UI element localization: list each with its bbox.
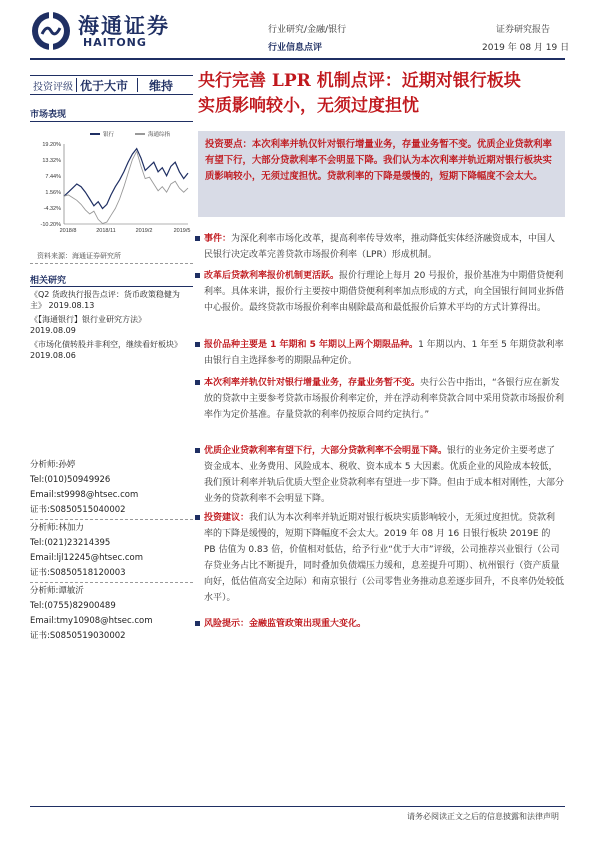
rating-bar: [30, 75, 193, 95]
investment-summary: [198, 131, 565, 217]
y-tick-label: 1.56%: [45, 190, 61, 196]
market-divider: [30, 121, 193, 122]
analyst-tel: Tel:(021)23214395: [30, 538, 111, 548]
related-item-title[interactable]: 《市场化债转股并非利空，继续看好板块》: [30, 340, 182, 349]
bullet-body: 报价行理论上每月 20 号报价，报价基准为中期借贷便利利率。具体来讲，报价行主要按中期借贷便利利率加点形成的方式，向全国银行间同业拆借中心报价。最终贷款市场报价利率由剔除最高和最低报价后算术平均的方式计算得出。: [204, 271, 565, 313]
market-chart: [30, 126, 193, 238]
rating-action: 维持: [149, 78, 174, 93]
bullet-event: [204, 231, 564, 263]
bullet-square-icon: [195, 273, 200, 278]
market-heading: 市场表现: [30, 110, 67, 120]
related-item-title[interactable]: 《Q2 货政执行报告点评：货币政策稳健为主》: [30, 290, 180, 310]
header-divider: [30, 58, 565, 60]
bullet-lead: 改革后贷款利率报价机制更活跃。: [204, 271, 340, 281]
analyst-tel: Tel:(0755)82900489: [30, 601, 116, 611]
x-tick-label: 2019/2: [135, 228, 153, 234]
bullet-mechanism: [204, 268, 564, 316]
bullet-square-icon: [195, 380, 200, 385]
logo-wordmark-en: HAITONG: [83, 36, 147, 49]
legend-label: 海通综指: [148, 132, 171, 138]
bullet-incremental: [204, 375, 564, 423]
bullet-recommendation: [204, 510, 564, 606]
analyst-name: 分析师:林加力: [30, 523, 84, 533]
report-title: [198, 69, 568, 119]
x-tick-label: 2018/8: [59, 228, 77, 234]
bullet-body: 我们认为本次利率并轨近期对银行板块实质影响较小，无须过度担忧。贷款利率的下降是缓慢的，短期下降幅度不会太大。2019 年 08 月 16 日银行板块 2019E 的 PB 估值为 0.83 倍，价值相对低估，给予行业“优于大市”评级，公司推荐兴业银行（公司存贷业务占比不断提升，同时叠加负债端压力缓和，息差提升可期）、杭州银行（资产质量向好，低估值高安全边际）和南京银行（公司零售业务推动息差逐步回升，不良率仍处较低水平）。: [204, 513, 565, 603]
analyst-name: 分析师:孙婷: [30, 460, 76, 470]
analyst-name: 分析师:谭敏沂: [30, 586, 84, 596]
bullet-body: 1 年期以内、1 年至 5 年期贷款利率由银行自主选择参考的期限品种定价。: [204, 340, 564, 366]
analyst-tel: Tel:(010)50949926: [30, 475, 111, 485]
y-tick-label: -10.20%: [40, 222, 61, 228]
related-item-title[interactable]: 《【海通银行】银行业研究方法》: [30, 315, 146, 324]
related-item-date: 2019.08.13: [48, 301, 95, 310]
analyst-list: [30, 458, 193, 644]
related-item[interactable]: [30, 314, 190, 336]
related-heading: 相关研究: [30, 276, 67, 286]
footer-disclaimer[interactable]: 请务必阅读正文之后的信息披露和法律声明: [407, 812, 559, 821]
analyst-cert: 证书:S0850519030002: [30, 631, 126, 641]
related-divider: [30, 286, 193, 287]
y-tick-label: 7.44%: [45, 174, 61, 180]
bullet-lead: 优质企业贷款利率有望下行，大部分贷款利率不会明显下降。: [204, 446, 448, 456]
bullet-square-icon: [195, 515, 200, 520]
series-line-haitong-index: [64, 151, 188, 223]
bullet-corporate-rates: [204, 443, 564, 507]
x-tick-label: 2019/5: [173, 228, 191, 234]
legend-label: 银行: [103, 132, 115, 138]
analyst-email[interactable]: Email:tmy10908@htsec.com: [30, 616, 153, 626]
industry-path: 行业研究/金融/银行: [268, 25, 347, 35]
related-item[interactable]: [30, 289, 190, 311]
report-date: 2019 年 08 月 19 日: [482, 43, 570, 53]
bullet-lead: 投资建议：: [204, 513, 250, 523]
bullet-lead: 事件：: [204, 234, 232, 244]
bullet-lead: 本次利率并轨仅针对银行增量业务，存量业务暂不变。: [204, 378, 421, 388]
analyst-cert: 证书:S0850515040002: [30, 505, 126, 515]
analyst-email[interactable]: Email:st9998@htsec.com: [30, 490, 139, 500]
title-line-1: 央行完善 LPR 机制点评：近期对银行板块: [198, 71, 521, 91]
bullet-square-icon: [195, 342, 200, 347]
related-list: [30, 289, 190, 361]
chart-source: 资料来源：海通证券研究所: [37, 252, 121, 260]
analyst-block: [30, 584, 193, 644]
rating-value: 优于大市: [80, 78, 129, 93]
y-tick-label: 13.32%: [42, 158, 61, 164]
summary-text: 本次利率并轨仅针对银行增量业务，存量业务暂不变。优质企业贷款利率有望下行，大部分贷款利率不会明显下降。我们认为本次利率并轨近期对银行板块实质影响较小，无须过度担忧。贷款利率的下降是缓慢的，短期下降幅度不会太大。: [205, 139, 552, 182]
column-label: 行业信息点评: [268, 43, 323, 53]
bullet-body: 央行公告中指出，“各银行应在新发放的贷款中主要参考贷款市场报价利率定价，并在浮动利率贷款合同中采用贷款市场报价利率作为定价基准。存量贷款的利率仍按原合同约定执行。”: [204, 378, 565, 420]
logo-wordmark-cn: 海通证券: [78, 13, 170, 38]
market-chart-svg: [30, 126, 193, 238]
y-tick-label: 19.20%: [42, 142, 61, 148]
report-type: 证券研究报告: [496, 25, 551, 35]
footer-divider: [30, 806, 565, 807]
analyst-block: [30, 521, 193, 581]
analyst-block: [30, 458, 193, 518]
analyst-email[interactable]: Email:ljl12245@htsec.com: [30, 553, 143, 563]
haitong-logo-icon: [30, 10, 72, 52]
title-line-2: 实质影响较小，无须过度担忧: [198, 96, 419, 116]
bullet-square-icon: [195, 236, 200, 241]
related-item-date: 2019.08.06: [30, 351, 76, 360]
logo-emblem: [30, 10, 72, 52]
bullet-lead: 报价品种主要是 1 年期和 5 年期以上两个期限品种。: [204, 340, 419, 350]
bullet-lead: 风险提示：金融监管政策出现重大变化。: [204, 619, 367, 629]
rating-label: 投资评级: [33, 81, 73, 93]
bullet-body: 银行的业务定价主要考虑了资金成本、业务费用、风险成本、税收、资本成本 5 大因素。优质企业的风险成本较低，我们预计利率并轨后优质大型企业贷款利率有望进一步下降。但由于成本相对刚性，大部分业务的贷款利率不会明显下降。: [204, 446, 565, 504]
summary-label: 投资要点：: [205, 139, 252, 150]
bullet-tenor: [204, 337, 564, 369]
bullet-square-icon: [195, 448, 200, 453]
y-tick-label: -4.32%: [43, 206, 61, 212]
x-tick-label: 2018/11: [96, 228, 116, 234]
related-item-date: 2019.08.09: [30, 326, 76, 335]
bullet-risk: [204, 616, 564, 632]
related-item[interactable]: [30, 339, 190, 361]
bullet-square-icon: [195, 621, 200, 626]
source-divider: [30, 263, 193, 264]
analyst-cert: 证书:S0850518120003: [30, 568, 126, 578]
bullet-body: 为深化利率市场化改革，提高利率传导效率，推动降低实体经济融资成本，中国人民银行决定改革完善贷款市场报价利率（LPR）形成机制。: [204, 234, 556, 260]
